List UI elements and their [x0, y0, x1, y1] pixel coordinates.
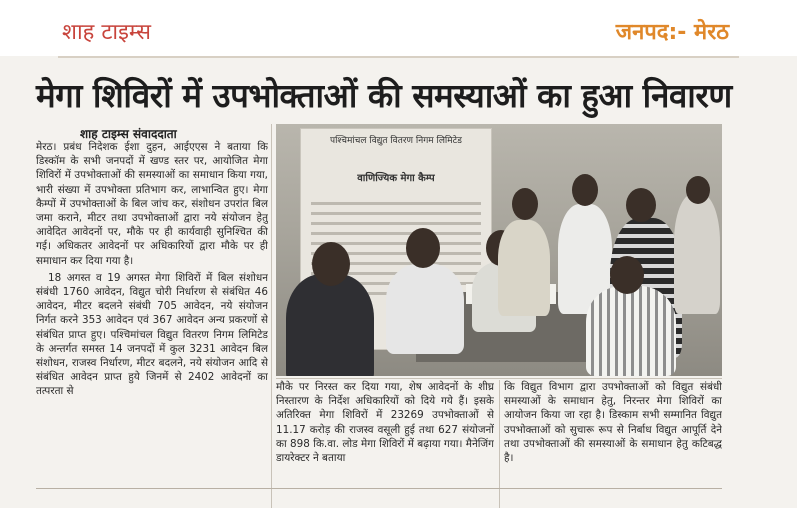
- article-byline: शाह टाइम्स संवाददाता: [80, 127, 177, 141]
- district-label: जनपद:- मेरठ: [615, 20, 729, 45]
- top-divider: [58, 56, 739, 58]
- person-shape-1: [286, 274, 374, 376]
- paragraph-2: 18 अगस्त व 19 अगस्त मेगा शिविरों में बिल संशोधन संबंधी 1760 आवेदन, विद्युत चोरी निर्धारण से संबंधित 46 आवेदन, मीटर बदलने संबंधी 705 आवेदन, नये संयोजन निर्गत करने 353 आवेदन एवं 367 आवेदन अन्य प्रकरणों से संबंधित प्राप्त हुए। पश्चिमांचल विद्युत वितरण निगम लिमिटेड के अन्तर्गत समस्त 14 जनपदों में कुल 3231 आवेदन बिल संशोधन, राजस्व निर्धारण, मीटर बदलने, नये संयोजन आदि से संबंधित आवेदन प्राप्त हुये जिनमें से 2402 आवेदनों का तत्परता से: [36, 271, 268, 398]
- article-column-1: [36, 140, 268, 508]
- person-shape-8: [674, 194, 720, 314]
- bottom-divider: [36, 488, 722, 489]
- person-head-2: [406, 228, 440, 268]
- masthead-logo: शाह टाइम्स: [62, 20, 151, 45]
- person-head-6: [626, 188, 656, 222]
- person-head-5: [572, 174, 598, 206]
- person-shape-4: [498, 220, 550, 316]
- person-head-7: [610, 256, 644, 294]
- person-head-1: [312, 242, 350, 286]
- photo-caption-divider: [276, 378, 722, 379]
- article-photo: [276, 124, 722, 376]
- person-shape-2: [386, 264, 464, 354]
- paragraph-1: मेरठ। प्रबंध निदेशक ईशा दुहन, आईएएस ने बताया कि डिस्कॉम के सभी जनपदों में खण्ड स्तर पर, आयोजित मेगा शिविरों में उपभोक्ताओं की समस्याओं का समाधान किया गया, भारी संख्या में उपभोक्ता प्रतिभाग कर, लाभान्वित हुए। मेगा कैम्पों में उपभोक्ताओं के बिल जांच कर, संशोधन उपरांत बिल जमा कराने, मीटर तथा उपभोक्ताओं द्वारा नये संयोजन हेतु आवेदित आवेदनों पर, मौके पर ही कार्यवाही सुनिश्चित की गई। अधिकतर आवेदनों पर अधिकारियों द्वारा मौके पर ही समाधान कर दिया गया है।: [36, 141, 268, 267]
- article-headline: मेगा शिविरों में उपभोक्ताओं की समस्याओं का हुआ निवारण: [36, 76, 732, 115]
- person-shape-7: [586, 286, 676, 376]
- column-divider: [271, 124, 272, 508]
- person-head-8: [686, 176, 710, 204]
- banner-text-2: वाणिज्यिक मेगा कैम्प: [357, 173, 435, 184]
- masthead-strip: [0, 0, 797, 56]
- article-column-3: कि विद्युत विभाग द्वारा उपभोक्ताओं को विद्युत संबंधी समस्याओं के समाधान हेतु, निरन्तर मेगा शिविरों का आयोजन किया जा रहा है। डिस्काम सभी सम्मानित विद्युत उपभोक्ताओं को सुचारू रूप से निर्बाध विद्युत आपूर्ति देने तथा उपभोक्ताओं की समस्याओं के समाधान हेतु कटिबद्ध है।: [504, 381, 722, 465]
- person-head-4: [512, 188, 538, 220]
- banner-text-1: पश्चिमांचल विद्युत वितरण निगम लिमिटेड: [329, 136, 463, 146]
- article-column-2: मौके पर निरस्त कर दिया गया, शेष आवेदनों के शीघ्र निस्तारण के निर्देश अधिकारियों को दिये गये हैं। इसके अतिरिक्त मेगा शिविरों में 23269 उपभोक्ताओं से 11.17 करोड़ की राजस्व वसूली हुई तथा 627 संयोजनों का 898 कि.वा. लोड मेगा शिविरों में बढ़ाया गया। मैनेजिंग डायरेक्टर ने बताया: [276, 381, 494, 465]
